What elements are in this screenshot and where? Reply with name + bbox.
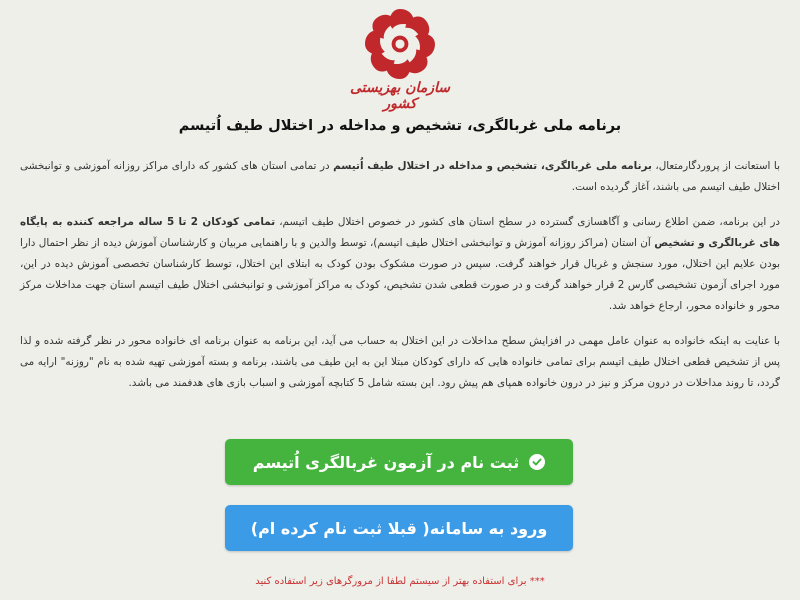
paragraph-3: با عنایت به اینکه خانواده به عنوان عامل مهمی در افزایش سطح مداخلات در این اختلال به حساب می آید، این برنامه به عنوان برنامه ای خانواده محور در نظر گرفته شده و لذا پس از تشخیص قطعی اختلال طیف اتیسم برای تمامی خانواده هایی که دارای کودکان مبتلا این به این طیف می باشند، برنامه و بسته آموزشی تهیه شده به نام "روزنه" ارایه می گردد، تا روند مداخلات در درون مرکز و نیز در درون خانواده همپای هم پیش رود. این بسته شامل 5 کتابچه آموزشی و اسباب بازی های هدفمند می باشد. bbox=[20, 335, 780, 389]
paragraph-1 bbox=[20, 156, 780, 198]
login-button[interactable] bbox=[225, 505, 573, 551]
browser-notice: *** برای استفاده بهتر از سیستم لطفا از مرورگرهای زیر استفاده کنید bbox=[255, 576, 545, 587]
paragraph-2-text-b: آن استان (مراکز روزانه آموزش و توانبخشی اختلال طیف اتیسم)، توسط والدین و با راهنمایی مربیان و کارشناسان آموزش دیده از نظر احتمال دارا بودن علایم این اختلال، مورد سنجش و غربال قرار خواهند گرفت. سپس در صورت مشکوک بودن کودک به ابتلای این اختلال، توسط کارشناسان تخصصی آموزش دیده در این، مورد اجرای آزمون تشخیصی گارس 2 قرار خواهند گرفت و در صورت قطعی شدن تشخیص، کودک به مراکز آموزشی و توانبخشی اختلال طیف اتیسم استان جهت مداخلات مرکز محور و خانواده محور، ارجاع خواهد شد. bbox=[20, 237, 780, 312]
paragraph-1-text-b: در تمامی استان های کشور که دارای مراکز روزانه آموزشی و توانبخشی اختلال طیف اتیسم می باشند، آغاز گردیده است. bbox=[20, 160, 780, 193]
check-circle-icon bbox=[529, 454, 545, 470]
flower-logo-icon bbox=[362, 6, 438, 82]
page-title: برنامه ملی غربالگری، تشخیص و مداخله در اختلال طیف اُتیسم bbox=[178, 118, 622, 134]
login-button-label: ورود به سامانه( قبلا ثبت نام کرده ام) bbox=[250, 518, 548, 538]
paragraph-2 bbox=[20, 212, 780, 317]
organization-logo bbox=[340, 6, 460, 114]
paragraph-2-text-a: در این برنامه، ضمن اطلاع رسانی و آگاهسازی گسترده در سطح استان های کشور در خصوص اختلال طیف اتیسم، bbox=[275, 216, 781, 228]
logo-text: سازمان بهزیستی کشور bbox=[349, 80, 451, 112]
paragraph-1-bold: برنامه ملی غربالگری، تشخیص و مداخله در اختلال طیف اُتیسم bbox=[333, 160, 652, 172]
register-screening-button[interactable] bbox=[225, 439, 573, 485]
intro-text bbox=[20, 156, 780, 408]
paragraph-2-bold: تمامی کودکان 2 تا 5 ساله مراجعه کننده به پایگاه های غربالگری و تشخیص bbox=[20, 216, 780, 249]
paragraph-1-text-a: با استعانت از پروردگارمتعال، bbox=[651, 160, 780, 172]
register-button-label: ثبت نام در آزمون غربالگری اُتیسم bbox=[252, 452, 520, 472]
